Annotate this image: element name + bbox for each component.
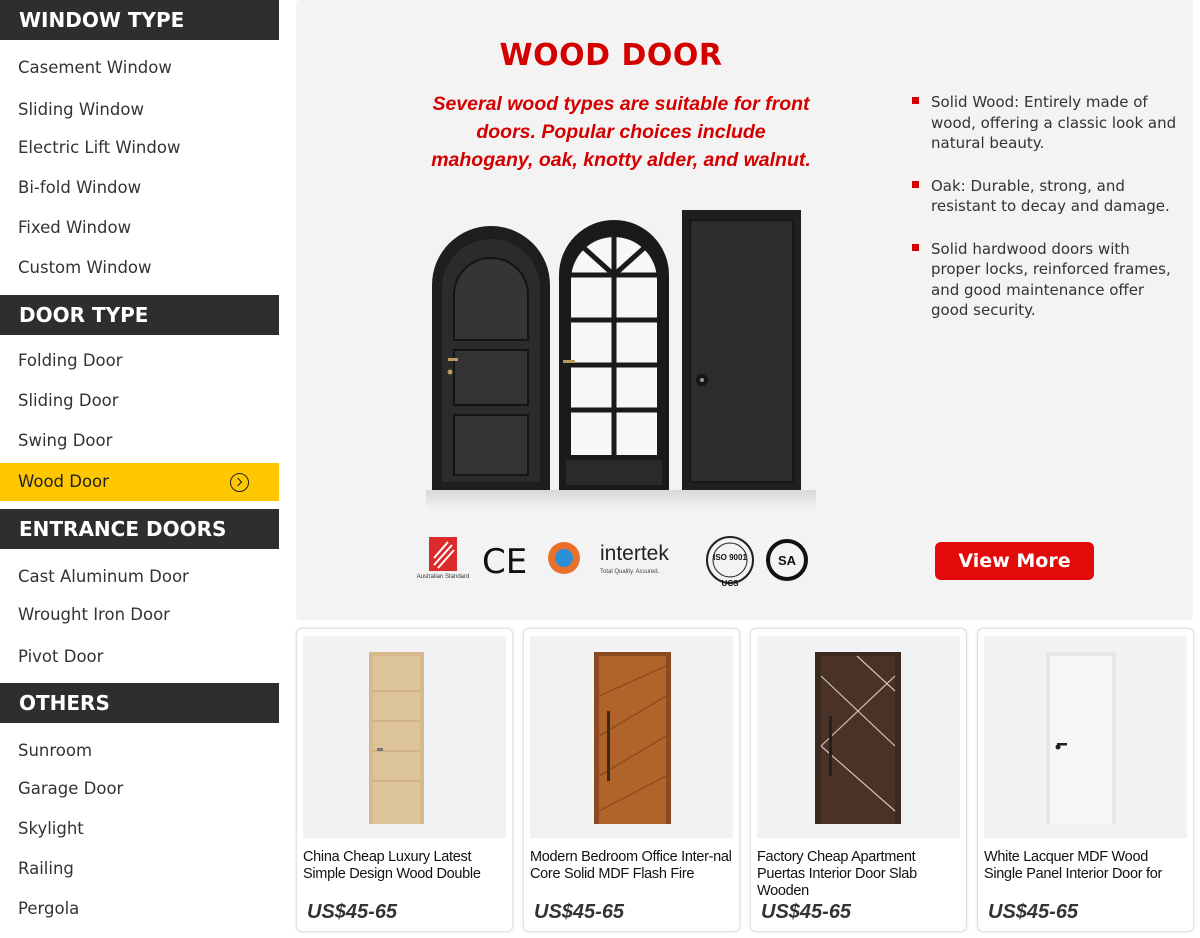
banner-subtitle — [421, 90, 821, 174]
sidebar-item-garage-door[interactable]: Garage Door — [18, 779, 124, 798]
feature-item: Solid Wood: Entirely made of wood, offering a classic look and natural beauty. — [911, 92, 1181, 154]
sidebar-item-wrought-iron-door[interactable]: Wrought Iron Door — [18, 605, 170, 624]
subtitle-line: mahogany, oak, knotty alder, and walnut. — [431, 149, 811, 171]
section-header-window-type: WINDOW TYPE — [0, 0, 279, 40]
feature-list — [911, 92, 1181, 343]
sidebar-item-electric-lift-window[interactable]: Electric Lift Window — [18, 138, 181, 157]
csa-logo — [768, 541, 806, 579]
cert-label: Australian Standard — [416, 574, 470, 580]
sidebar — [0, 0, 279, 938]
australian-standard-logo — [417, 537, 470, 580]
product-card[interactable] — [977, 628, 1194, 932]
product-price: US$45-65 — [534, 901, 625, 923]
banner-title: WOOD DOOR — [499, 38, 723, 73]
cert-label: ISO 9001 — [713, 553, 747, 562]
product-card[interactable] — [523, 628, 740, 932]
subtitle-line: Several wood types are suitable for front — [432, 93, 810, 115]
product-image — [757, 636, 960, 838]
product-image — [530, 636, 733, 838]
sidebar-item-bifold-window[interactable]: Bi-fold Window — [18, 178, 142, 197]
product-price: US$45-65 — [307, 901, 398, 923]
sidebar-item-cast-aluminum-door[interactable]: Cast Aluminum Door — [18, 567, 189, 586]
sidebar-item-casement-window[interactable]: Casement Window — [18, 58, 172, 77]
product-price: US$45-65 — [988, 901, 1079, 923]
sidebar-item-folding-door[interactable]: Folding Door — [18, 351, 123, 370]
intertek-logo: intertek — [600, 542, 669, 565]
product-name[interactable]: China Cheap Luxury Latest Simple Design Wood Double — [303, 849, 481, 882]
certification-logos — [416, 530, 824, 590]
section-header-door-type: DOOR TYPE — [0, 295, 279, 335]
view-more-button[interactable]: View More — [935, 542, 1094, 580]
product-name[interactable]: Factory Cheap Apartment Puertas Interior Door Slab Wooden — [757, 849, 917, 899]
subtitle-line: doors. Popular choices include — [476, 121, 766, 143]
sidebar-item-pivot-door[interactable]: Pivot Door — [18, 647, 104, 666]
chevron-right-circle-icon — [230, 473, 249, 492]
product-name[interactable]: White Lacquer MDF Wood Single Panel Interior Door for — [984, 849, 1162, 882]
sidebar-item-label: Wood Door — [18, 472, 109, 491]
cert-label: UCS — [721, 579, 739, 588]
sidebar-item-skylight[interactable]: Skylight — [18, 819, 84, 838]
ce-mark: CE — [482, 542, 528, 582]
feature-item: Oak: Durable, strong, and resistant to decay and damage. — [911, 176, 1181, 217]
sidebar-item-sliding-door[interactable]: Sliding Door — [18, 391, 119, 410]
section-header-others: OTHERS — [0, 683, 279, 723]
sidebar-item-sliding-window[interactable]: Sliding Window — [18, 100, 144, 119]
sidebar-item-wood-door[interactable] — [0, 463, 279, 501]
iso-9001-logo — [707, 537, 753, 588]
sidebar-item-swing-door[interactable]: Swing Door — [18, 431, 113, 450]
wood-door-banner — [296, 0, 1193, 620]
product-price: US$45-65 — [761, 901, 852, 923]
sidebar-item-pergola[interactable]: Pergola — [18, 899, 80, 918]
sidebar-item-railing[interactable]: Railing — [18, 859, 74, 878]
product-card[interactable] — [750, 628, 967, 932]
svg-text:SA: SA — [777, 553, 797, 568]
sidebar-item-custom-window[interactable]: Custom Window — [18, 258, 152, 277]
section-header-entrance-doors: ENTRANCE DOORS — [0, 509, 279, 549]
feature-item: Solid hardwood doors with proper locks, reinforced frames, and good maintenance offer good security. — [911, 239, 1181, 321]
product-name[interactable]: Modern Bedroom Office Inter-nal Core Solid MDF Flash Fire — [530, 849, 732, 882]
wood-doors-image — [426, 200, 816, 510]
fire-rating-logo — [548, 542, 580, 574]
sidebar-item-fixed-window[interactable]: Fixed Window — [18, 218, 132, 237]
sidebar-item-sunroom[interactable]: Sunroom — [18, 741, 93, 760]
intertek-tagline: Total Quality. Assured. — [600, 569, 660, 575]
product-card[interactable] — [296, 628, 513, 932]
product-image — [984, 636, 1187, 838]
product-image — [303, 636, 506, 838]
